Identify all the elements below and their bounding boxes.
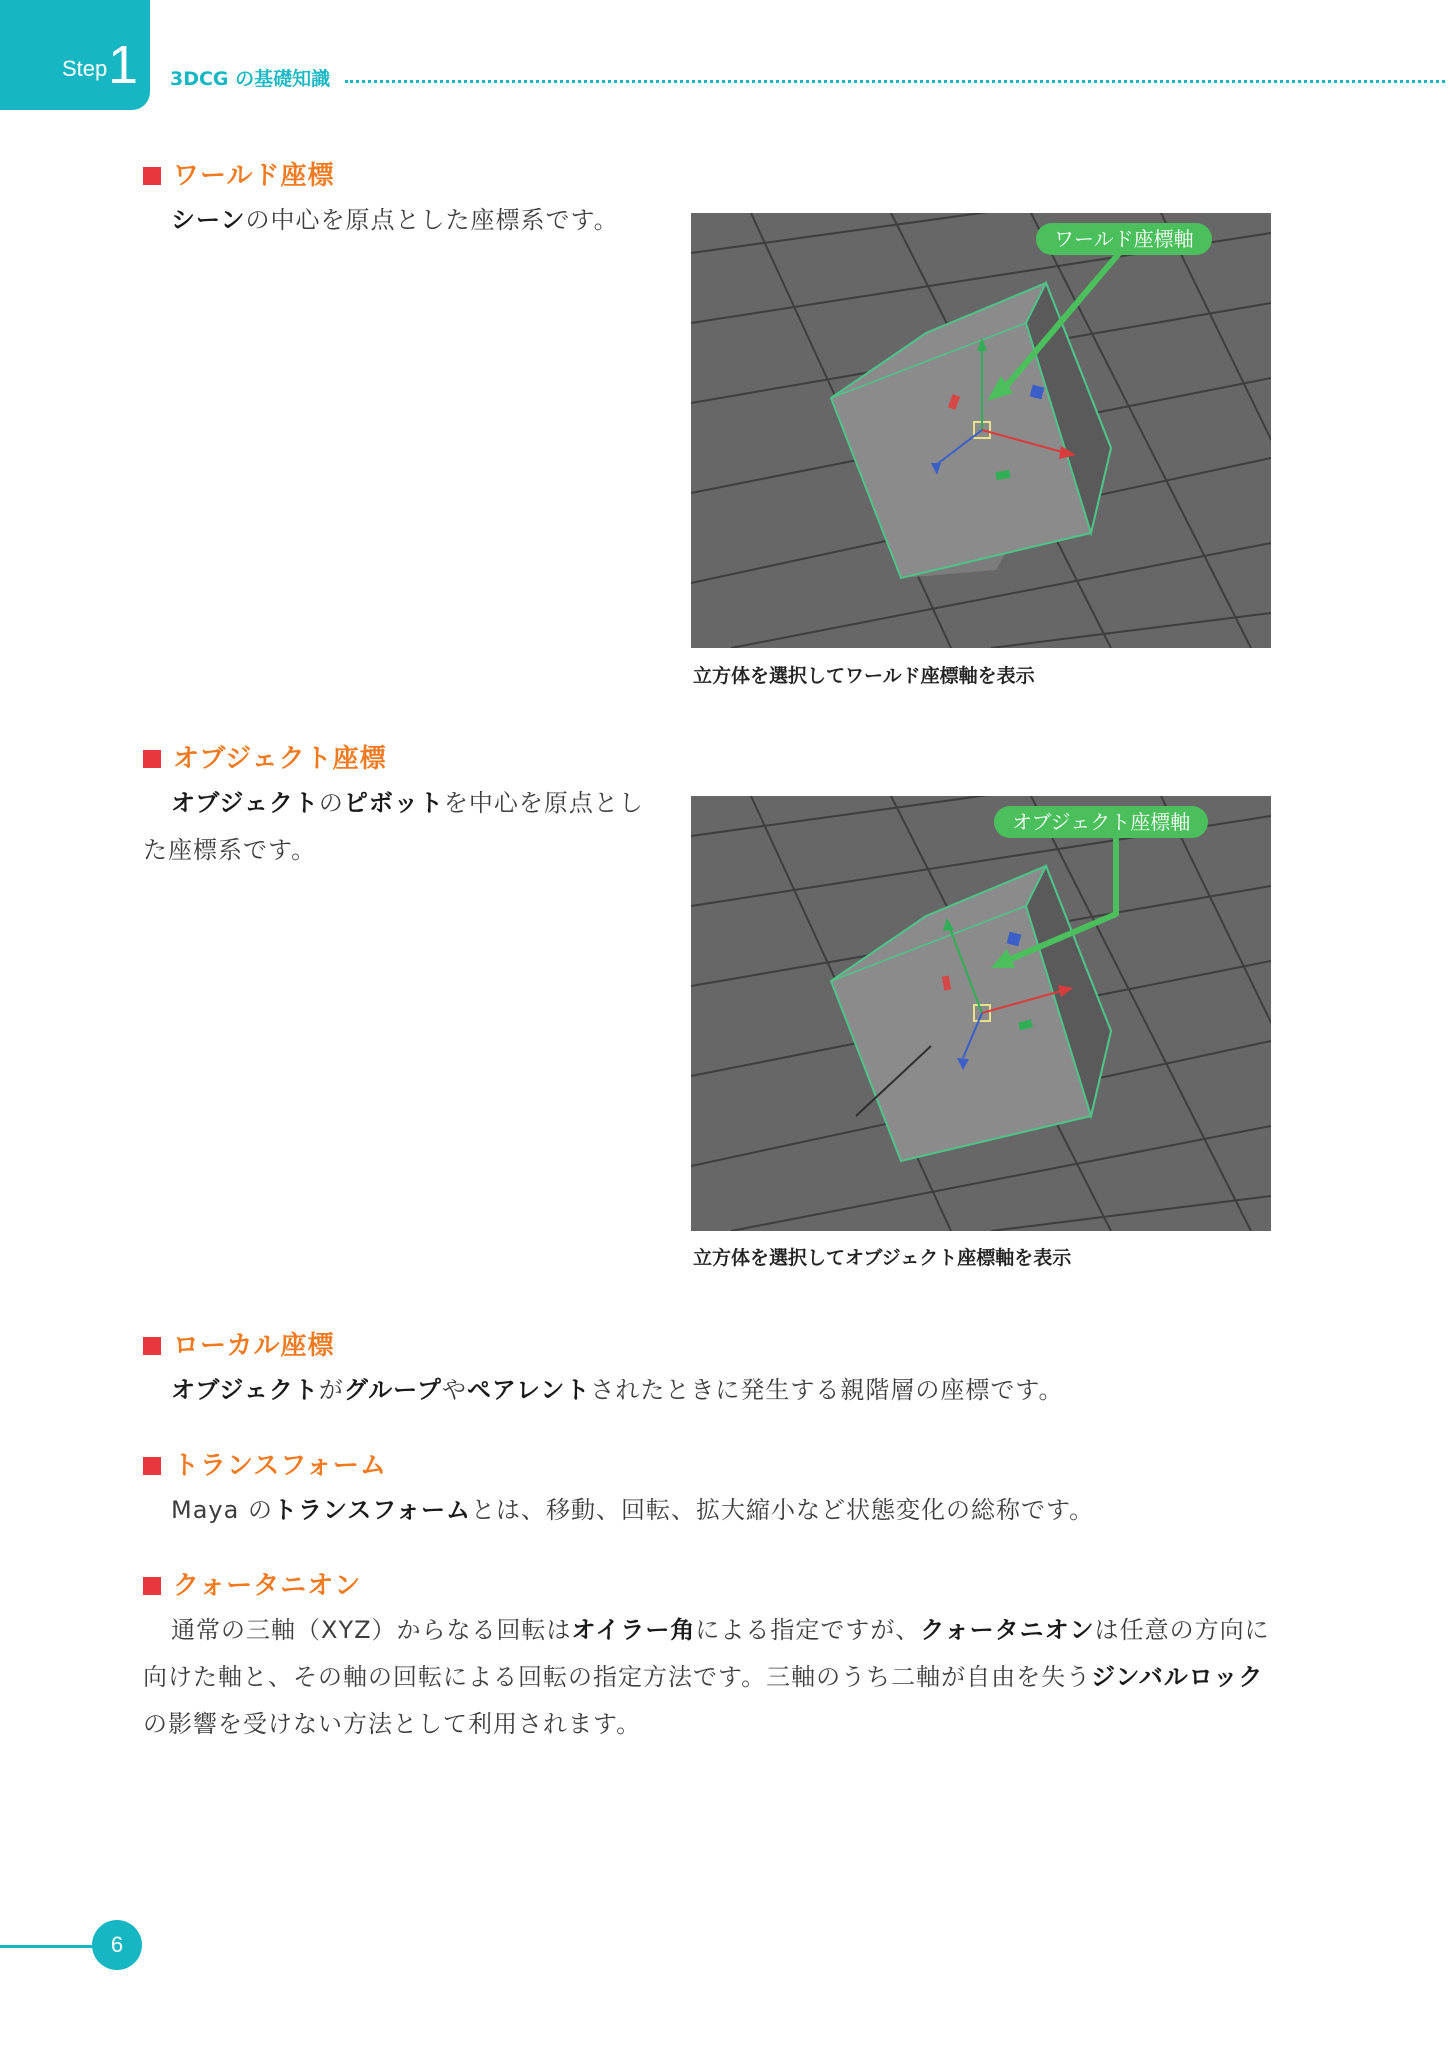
bold-term: シーン — [171, 206, 246, 234]
para-quaternion — [143, 1607, 1278, 1748]
body-text: による指定ですが、 — [695, 1616, 921, 1644]
body-text: は任意の方向に向けた軸と、その軸の回転による回転の指定方法です。三軸のうち二軸が自由を失う — [143, 1616, 1270, 1691]
para-world-coords — [143, 197, 643, 244]
heading-marker-icon — [143, 750, 161, 768]
heading-object-coords: オブジェクト座標 — [143, 738, 387, 775]
callout-object-axis: オブジェクト座標軸 — [994, 806, 1208, 838]
body-text: の — [318, 789, 344, 817]
body-text: Maya の — [171, 1496, 273, 1524]
heading-local-coords: ローカル座標 — [143, 1325, 334, 1362]
body-text: とは、移動、回転、拡大縮小など状態変化の総称です。 — [471, 1496, 1095, 1524]
heading-marker-icon — [143, 1577, 161, 1595]
bold-term: ペアレント — [466, 1376, 591, 1404]
body-text: 通常の三軸（XYZ）からなる回転は — [171, 1616, 572, 1644]
bold-term: トランスフォーム — [272, 1496, 472, 1524]
caption-world-axis: 立方体を選択してワールド座標軸を表示 — [693, 665, 1035, 687]
step-number: 1 — [108, 35, 139, 95]
bold-term: ジンバルロック — [1091, 1663, 1264, 1691]
figure-object-axis — [691, 796, 1271, 1231]
heading-marker-icon — [143, 167, 161, 185]
body-text: を中心を原点とした座標系です。 — [143, 789, 644, 864]
page-number: 6 — [92, 1920, 142, 1970]
body-text: されたときに発生する親階層の座標です。 — [590, 1376, 1064, 1404]
body-text: の影響を受けない方法として利用されます。 — [143, 1710, 642, 1738]
para-object-coords — [143, 780, 653, 874]
caption-object-axis: 立方体を選択してオブジェクト座標軸を表示 — [693, 1247, 1072, 1269]
para-local-coords — [143, 1367, 1283, 1414]
header-dotted-rule — [345, 80, 1445, 83]
bold-term: クォータニオン — [920, 1616, 1095, 1644]
bold-term: グループ — [343, 1376, 442, 1404]
heading-quaternion: クォータニオン — [143, 1565, 361, 1602]
step-tab — [0, 0, 150, 110]
viewport-object-image — [691, 796, 1271, 1231]
step-label: Step — [62, 56, 108, 81]
callout-world-axis: ワールド座標軸 — [1036, 223, 1212, 255]
heading-world-coords: ワールド座標 — [143, 155, 334, 192]
viewport-world-image — [691, 213, 1271, 648]
chapter-title: 3DCG の基礎知識 — [170, 68, 331, 90]
bold-term: ピボット — [343, 789, 444, 817]
heading-transform: トランスフォーム — [143, 1445, 387, 1482]
bold-term: オイラー角 — [571, 1616, 696, 1644]
body-text: が — [318, 1376, 344, 1404]
bold-term: オブジェクト — [171, 1376, 319, 1404]
heading-marker-icon — [143, 1457, 161, 1475]
body-text: の中心を原点とした座標系です。 — [245, 206, 619, 234]
body-text: や — [441, 1376, 467, 1404]
bold-term: オブジェクト — [171, 789, 319, 817]
footer-rule — [0, 1945, 95, 1948]
para-transform — [143, 1487, 1283, 1534]
figure-world-axis — [691, 213, 1271, 648]
heading-marker-icon — [143, 1337, 161, 1355]
